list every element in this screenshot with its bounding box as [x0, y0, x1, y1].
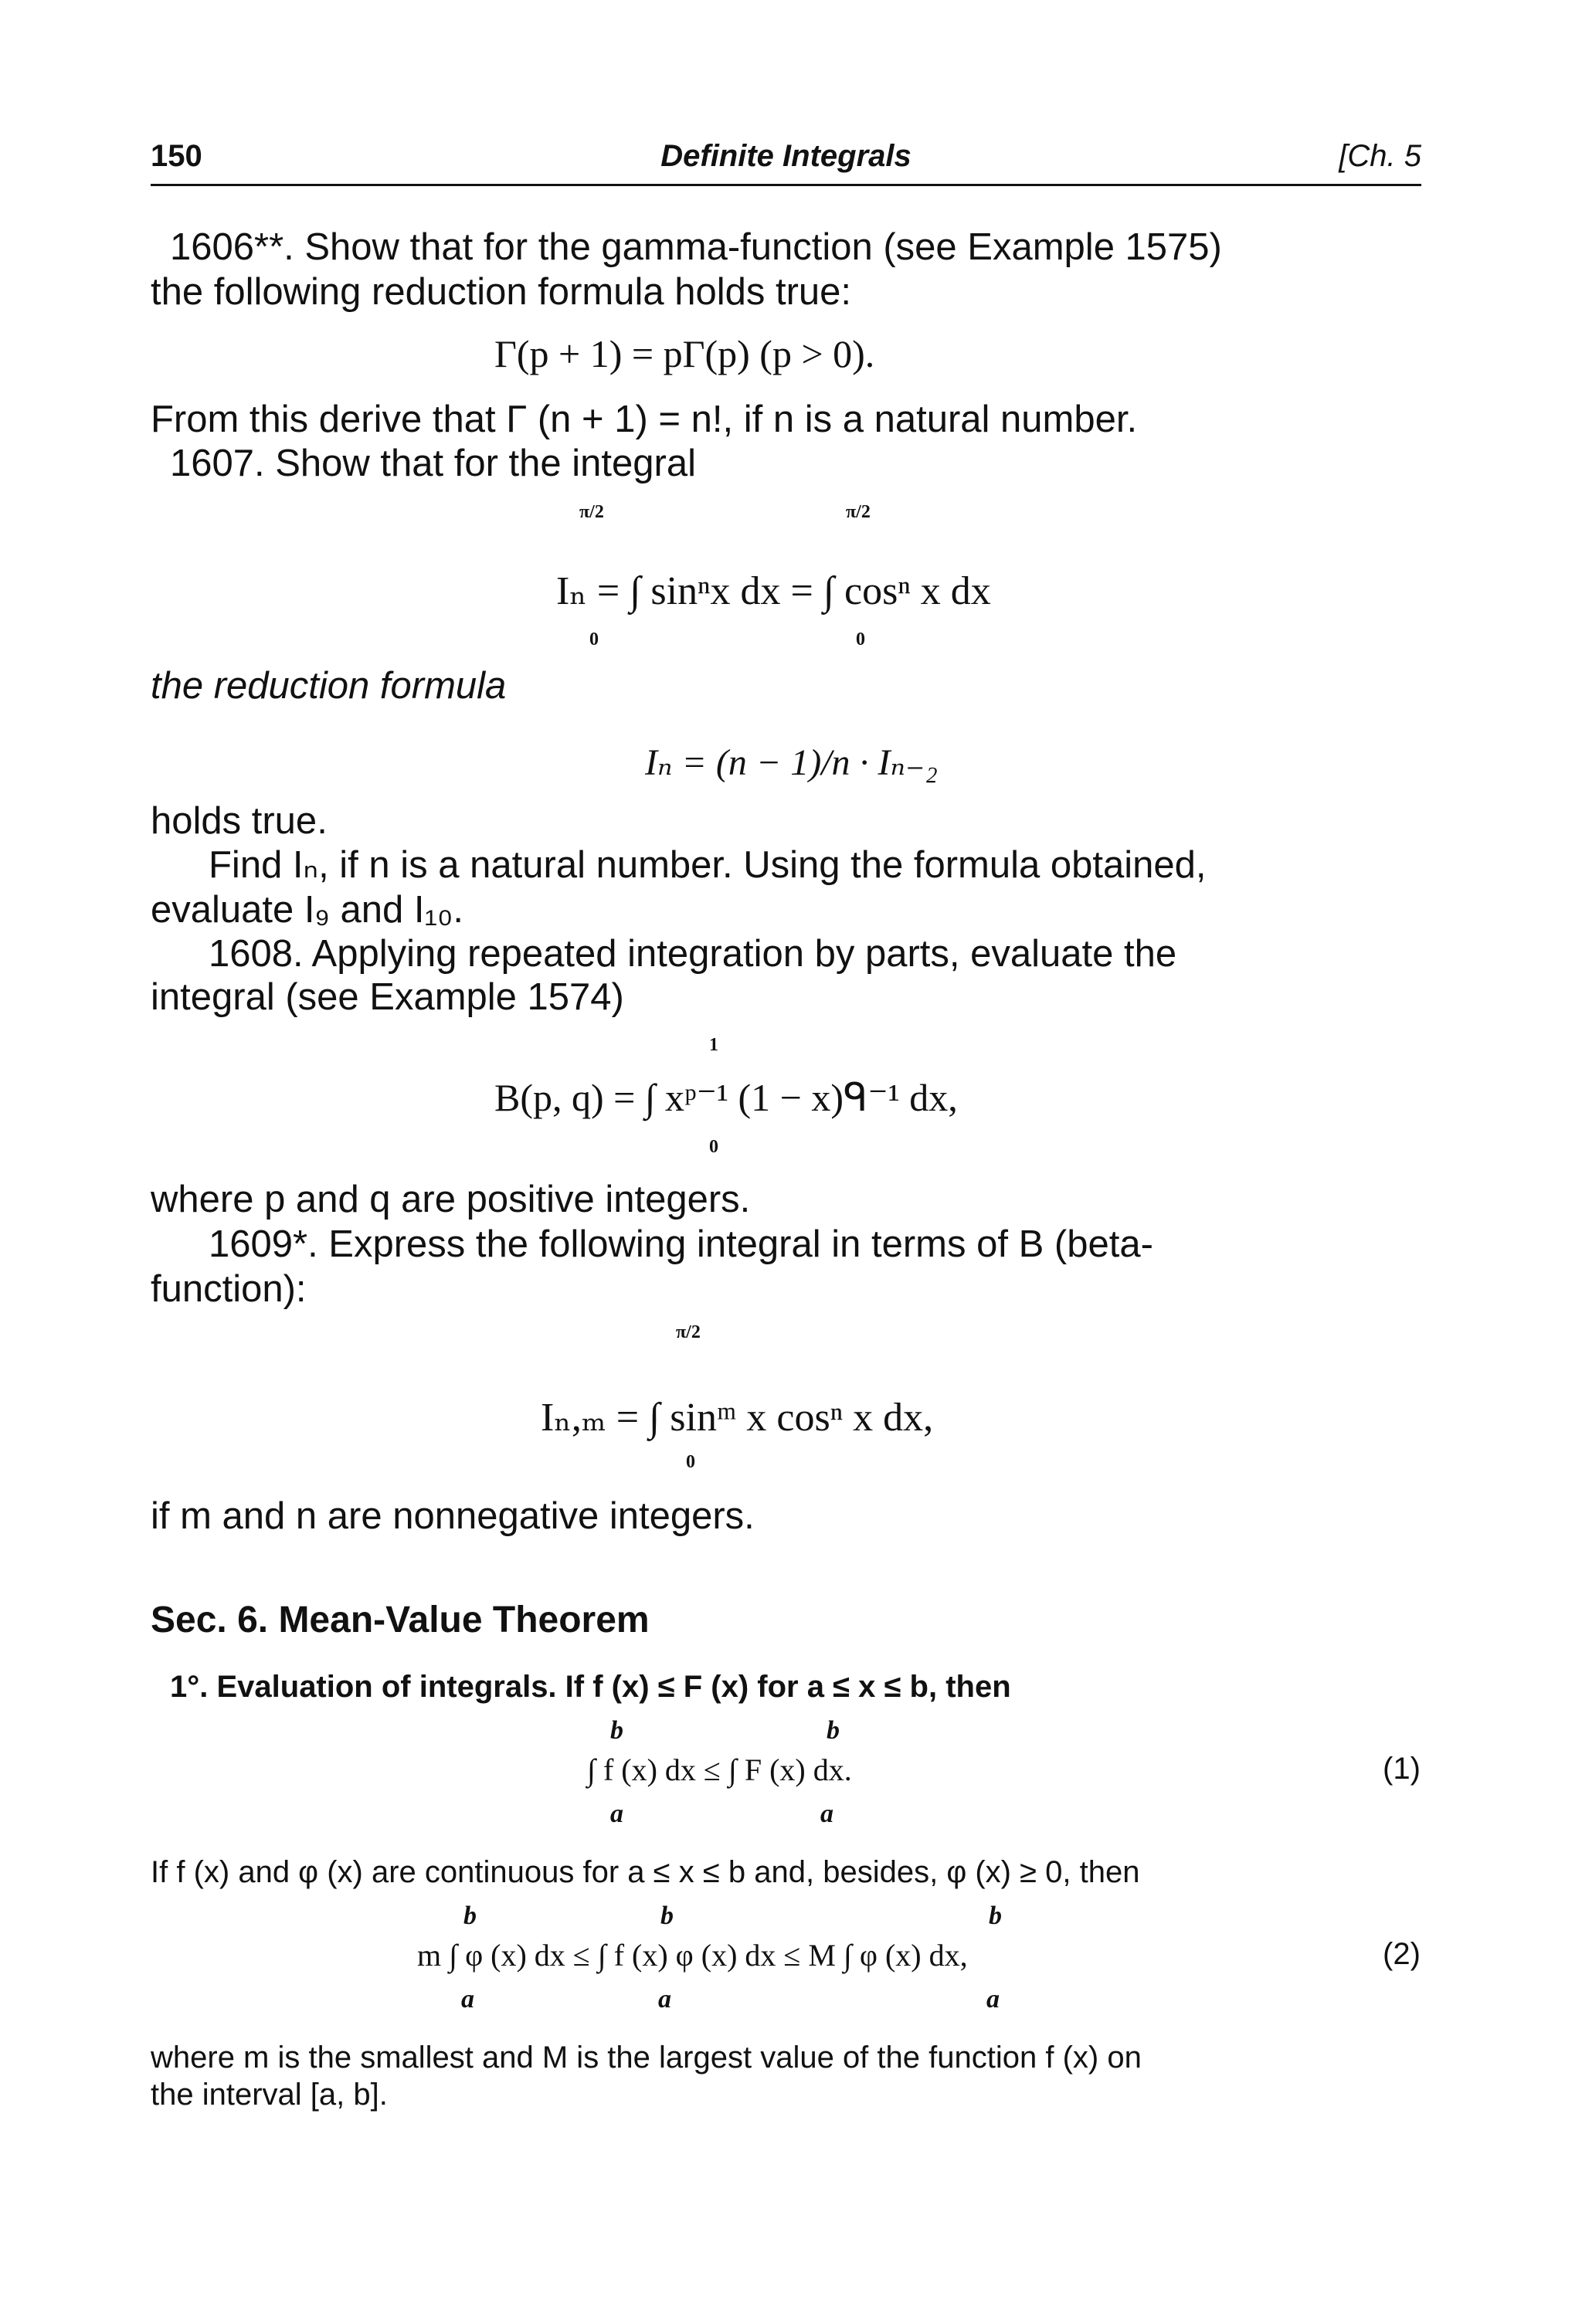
problem-1607-line1: 1607. Show that for the integral [170, 443, 696, 484]
eq1-lower-limit-left: a [610, 1800, 623, 1828]
reduction-formula: Iₙ = (n − 1)/n · Iₙ₋₂ [645, 742, 938, 783]
problem-1606-line1: 1606**. Show that for the gamma-function (see Example 1575) [170, 226, 1222, 268]
running-title: Definite Integrals [660, 139, 912, 173]
equation-1: ∫ f (x) dx ≤ ∫ F (x) dx. [587, 1752, 852, 1787]
problem-1608-line3: where p and q are positive integers. [151, 1179, 751, 1220]
beta-formula: B(p, q) = ∫ xᵖ⁻¹ (1 − x)ᑫ⁻¹ dx, [494, 1076, 958, 1119]
page-header [151, 139, 1421, 185]
eq2-upper-limit-3: b [989, 1902, 1002, 1930]
eq2-lower-limit-1: a [461, 1985, 474, 2014]
problem-1609-line2: function): [151, 1268, 307, 1310]
beta-upper-limit: 1 [709, 1035, 718, 1055]
closing-line-1: where m is the smallest and M is the largest value of the function f (x) on [151, 2041, 1142, 2075]
equation-1-number: (1) [1383, 1752, 1421, 1786]
problem-1607-line3: evaluate I₉ and I₁₀. [151, 889, 463, 931]
continuity-sentence: If f (x) and φ (x) are continuous for a ≤ x ≤ b and, besides, φ (x) ≥ 0, then [151, 1855, 1140, 1889]
header-rule [151, 184, 1421, 186]
lower-limit-right: 0 [856, 629, 865, 650]
problem-1606-line2: the following reduction formula holds true: [151, 271, 852, 313]
integral-In-formula: Iₙ = ∫ sinⁿx dx = ∫ cosⁿ x dx [556, 569, 991, 613]
equation-2-number: (2) [1383, 1937, 1421, 1971]
problem-1606-line3: From this derive that Γ (n + 1) = n!, if n is a natural number. [151, 399, 1138, 440]
closing-line-2: the interval [a, b]. [151, 2078, 388, 2112]
eq2-upper-limit-1: b [463, 1902, 477, 1930]
beta-lower-limit: 0 [709, 1137, 718, 1157]
problem-1609-line3: if m and n are nonnegative integers. [151, 1495, 755, 1537]
eq2-lower-limit-3: a [986, 1985, 1000, 2014]
integral-upper-limit: π/2 [676, 1322, 701, 1342]
section-title: Sec. 6. Mean-Value Theorem [151, 1600, 650, 1640]
page-number: 150 [151, 139, 202, 173]
eq1-upper-limit-left: b [610, 1716, 623, 1745]
eq2-lower-limit-2: a [658, 1985, 671, 2014]
gamma-formula: Γ(p + 1) = pΓ(p) (p > 0). [494, 332, 875, 375]
equation-2: m ∫ φ (x) dx ≤ ∫ f (x) φ (x) dx ≤ M ∫ φ (x) dx, [417, 1938, 968, 1973]
upper-limit-left: π/2 [579, 502, 604, 522]
lower-limit-left: 0 [589, 629, 599, 650]
integral-lower-limit: 0 [686, 1452, 695, 1472]
problem-1608-line1: 1608. Applying repeated integration by parts, evaluate the [209, 933, 1177, 975]
upper-limit-right: π/2 [846, 502, 871, 522]
reduction-formula-label: the reduction formula [151, 665, 507, 707]
subsection-evaluation: 1°. Evaluation of integrals. If f (x) ≤ F (x) for a ≤ x ≤ b, then [170, 1670, 1011, 1704]
eq1-upper-limit-right: b [827, 1716, 840, 1745]
eq2-upper-limit-2: b [660, 1902, 674, 1930]
holds-true: holds true. [151, 800, 328, 842]
problem-1609-line1: 1609*. Express the following integral in terms of B (beta- [209, 1223, 1153, 1265]
problem-1608-line2: integral (see Example 1574) [151, 976, 624, 1018]
problem-1607-line2: Find Iₙ, if n is a natural number. Using the formula obtained, [209, 844, 1207, 886]
integral-Inm-formula: Iₙ,ₘ = ∫ sinᵐ x cosⁿ x dx, [541, 1396, 934, 1440]
eq1-lower-limit-right: a [820, 1800, 833, 1828]
chapter-label: [Ch. 5 [1339, 139, 1421, 173]
